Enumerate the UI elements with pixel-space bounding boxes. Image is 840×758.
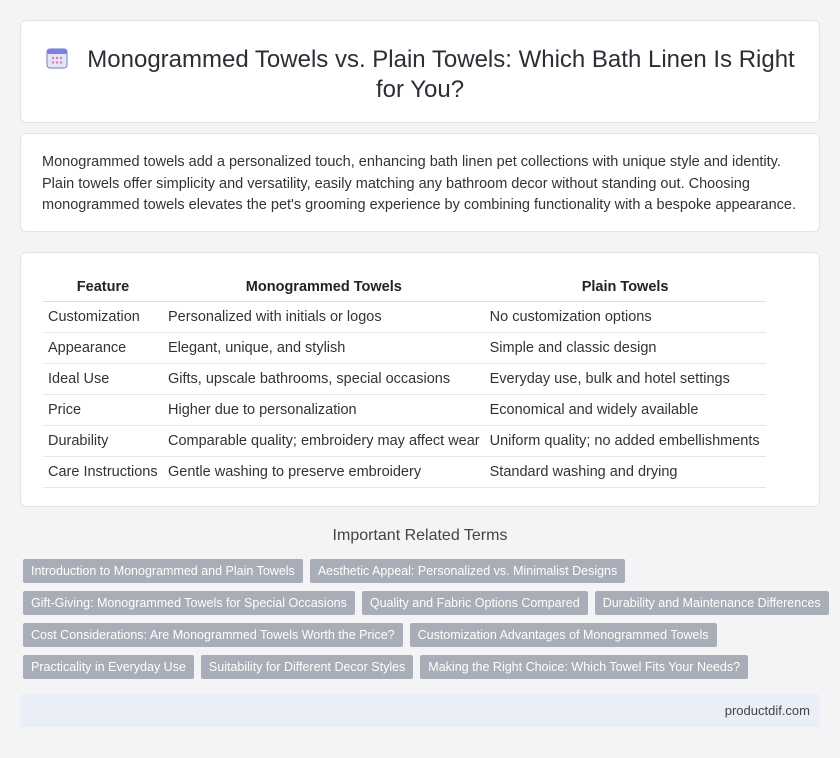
title-card <box>20 20 820 123</box>
table-cell: Price <box>43 394 163 425</box>
table-row <box>43 456 766 487</box>
related-term-tag[interactable]: Quality and Fabric Options Compared <box>362 591 588 615</box>
table-cell: Standard washing and drying <box>485 456 766 487</box>
comparison-table <box>43 273 766 488</box>
page-title-text: Monogrammed Towels vs. Plain Towels: Which Bath Linen Is Right for You? <box>87 46 795 103</box>
related-term-tag[interactable]: Suitability for Different Decor Styles <box>201 655 413 679</box>
table-cell: Durability <box>43 425 163 456</box>
page-title <box>21 45 819 105</box>
table-row <box>43 394 766 425</box>
related-terms-list <box>23 559 821 687</box>
tag-row <box>23 655 813 679</box>
table-row <box>43 301 766 332</box>
table-cell: Care Instructions <box>43 456 163 487</box>
table-cell: Personalized with initials or logos <box>163 301 485 332</box>
footer-site-link[interactable]: productdif.com <box>724 703 810 718</box>
table-cell: Uniform quality; no added embellishments <box>485 425 766 456</box>
footer <box>20 694 820 727</box>
calendar-icon <box>45 46 69 70</box>
tag-row <box>23 559 813 583</box>
tag-row <box>23 591 821 615</box>
table-cell: Customization <box>43 301 163 332</box>
related-term-tag[interactable]: Cost Considerations: Are Monogrammed Towels Worth the Price? <box>23 623 403 647</box>
table-cell: No customization options <box>485 301 766 332</box>
table-cell: Everyday use, bulk and hotel settings <box>485 363 766 394</box>
intro-paragraph: Monogrammed towels add a personalized touch, enhancing bath linen pet collections with unique style and identity. Plain towels offer simplicity and versatility, easily matching any bathroom decor without standing out. Choosing monogrammed towels elevates the pet's grooming experience by combining functionality with a bespoke appearance. <box>42 154 796 213</box>
related-term-tag[interactable]: Gift-Giving: Monogrammed Towels for Special Occasions <box>23 591 355 615</box>
table-header-row <box>43 273 766 301</box>
related-term-tag[interactable]: Durability and Maintenance Differences <box>595 591 829 615</box>
header-monogrammed: Monogrammed Towels <box>163 273 485 301</box>
table-cell: Simple and classic design <box>485 332 766 363</box>
table-cell: Economical and widely available <box>485 394 766 425</box>
table-cell: Ideal Use <box>43 363 163 394</box>
table-cell: Appearance <box>43 332 163 363</box>
related-term-tag[interactable]: Aesthetic Appeal: Personalized vs. Minimalist Designs <box>310 559 625 583</box>
table-cell: Comparable quality; embroidery may affect wear <box>163 425 485 456</box>
table-cell: Higher due to personalization <box>163 394 485 425</box>
table-row <box>43 332 766 363</box>
comparison-table-card <box>20 252 820 507</box>
related-term-tag[interactable]: Introduction to Monogrammed and Plain Towels <box>23 559 303 583</box>
header-plain: Plain Towels <box>485 273 766 301</box>
header-feature: Feature <box>43 273 163 301</box>
table-cell: Gifts, upscale bathrooms, special occasions <box>163 363 485 394</box>
table-cell: Gentle washing to preserve embroidery <box>163 456 485 487</box>
tag-row <box>23 623 813 647</box>
table-row <box>43 363 766 394</box>
related-term-tag[interactable]: Customization Advantages of Monogrammed Towels <box>410 623 717 647</box>
related-term-tag[interactable]: Practicality in Everyday Use <box>23 655 194 679</box>
related-terms-heading: Important Related Terms <box>332 527 508 544</box>
intro-card <box>20 133 820 232</box>
table-cell: Elegant, unique, and stylish <box>163 332 485 363</box>
table-row <box>43 425 766 456</box>
related-term-tag[interactable]: Making the Right Choice: Which Towel Fits Your Needs? <box>420 655 748 679</box>
